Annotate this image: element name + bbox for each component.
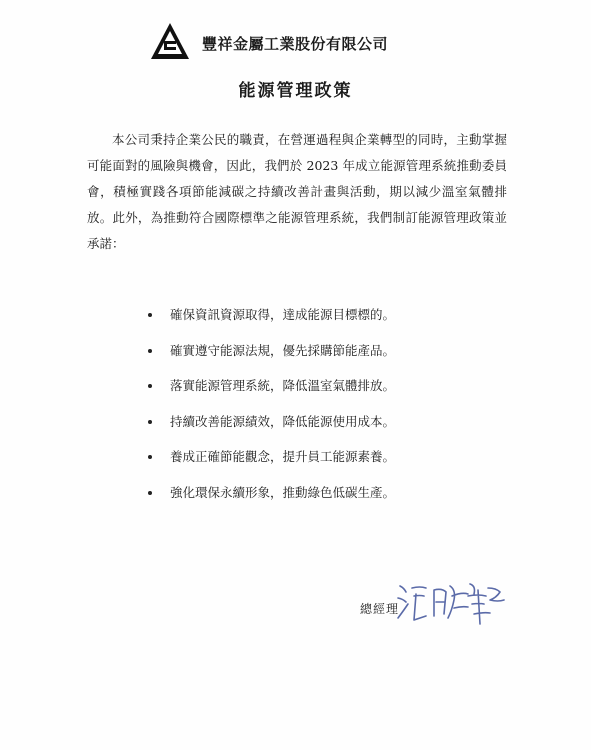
company-logo-icon bbox=[150, 22, 190, 60]
list-item bbox=[148, 302, 468, 338]
bullet-icon bbox=[148, 349, 152, 353]
letterhead bbox=[150, 22, 410, 62]
company-name: 豐祥金屬工業股份有限公司 bbox=[202, 35, 389, 53]
bullet-icon bbox=[148, 491, 152, 495]
commitment-text: 確實遵守能源法規，優先採購節能產品。 bbox=[170, 342, 396, 358]
list-item bbox=[148, 409, 468, 445]
bullet-icon bbox=[148, 420, 152, 424]
general-manager-label: 總經理 bbox=[360, 602, 400, 616]
commitment-list bbox=[148, 302, 468, 515]
intro-paragraph: 本公司秉持企業公民的職責，在營運過程與企業轉型的同時，主動掌握可能面對的風險與機會，因此，我們於 2023 年成立能源管理系統推動委員會，積極實踐各項節能減碳之持續改善計畫與活動，期以減少溫室氣體排放。此外，為推動符合國際標準之能源管理系統，我們制訂能源管理政策並承諾： bbox=[87, 132, 507, 251]
commitment-text: 確保資訊資源取得，達成能源目標標的。 bbox=[170, 307, 396, 322]
commitment-text: 養成正確節能觀念，提升員工能源素養。 bbox=[170, 449, 396, 464]
bullet-icon bbox=[148, 313, 152, 317]
list-item bbox=[148, 480, 468, 516]
list-item bbox=[148, 338, 468, 374]
commitment-text: 持續改善能源績效，降低能源使用成本。 bbox=[170, 413, 396, 429]
commitment-text: 落實能源管理系統，降低溫室氣體排放。 bbox=[170, 378, 396, 393]
page-title: 能源管理政策 bbox=[238, 81, 353, 101]
bullet-icon bbox=[148, 384, 152, 388]
bullet-icon bbox=[148, 455, 152, 459]
list-item bbox=[148, 373, 468, 409]
handwritten-signature bbox=[394, 578, 514, 626]
signature-block bbox=[360, 578, 520, 628]
list-item bbox=[148, 444, 468, 480]
commitment-text: 強化環保永續形象，推動綠色低碳生產。 bbox=[170, 484, 396, 500]
